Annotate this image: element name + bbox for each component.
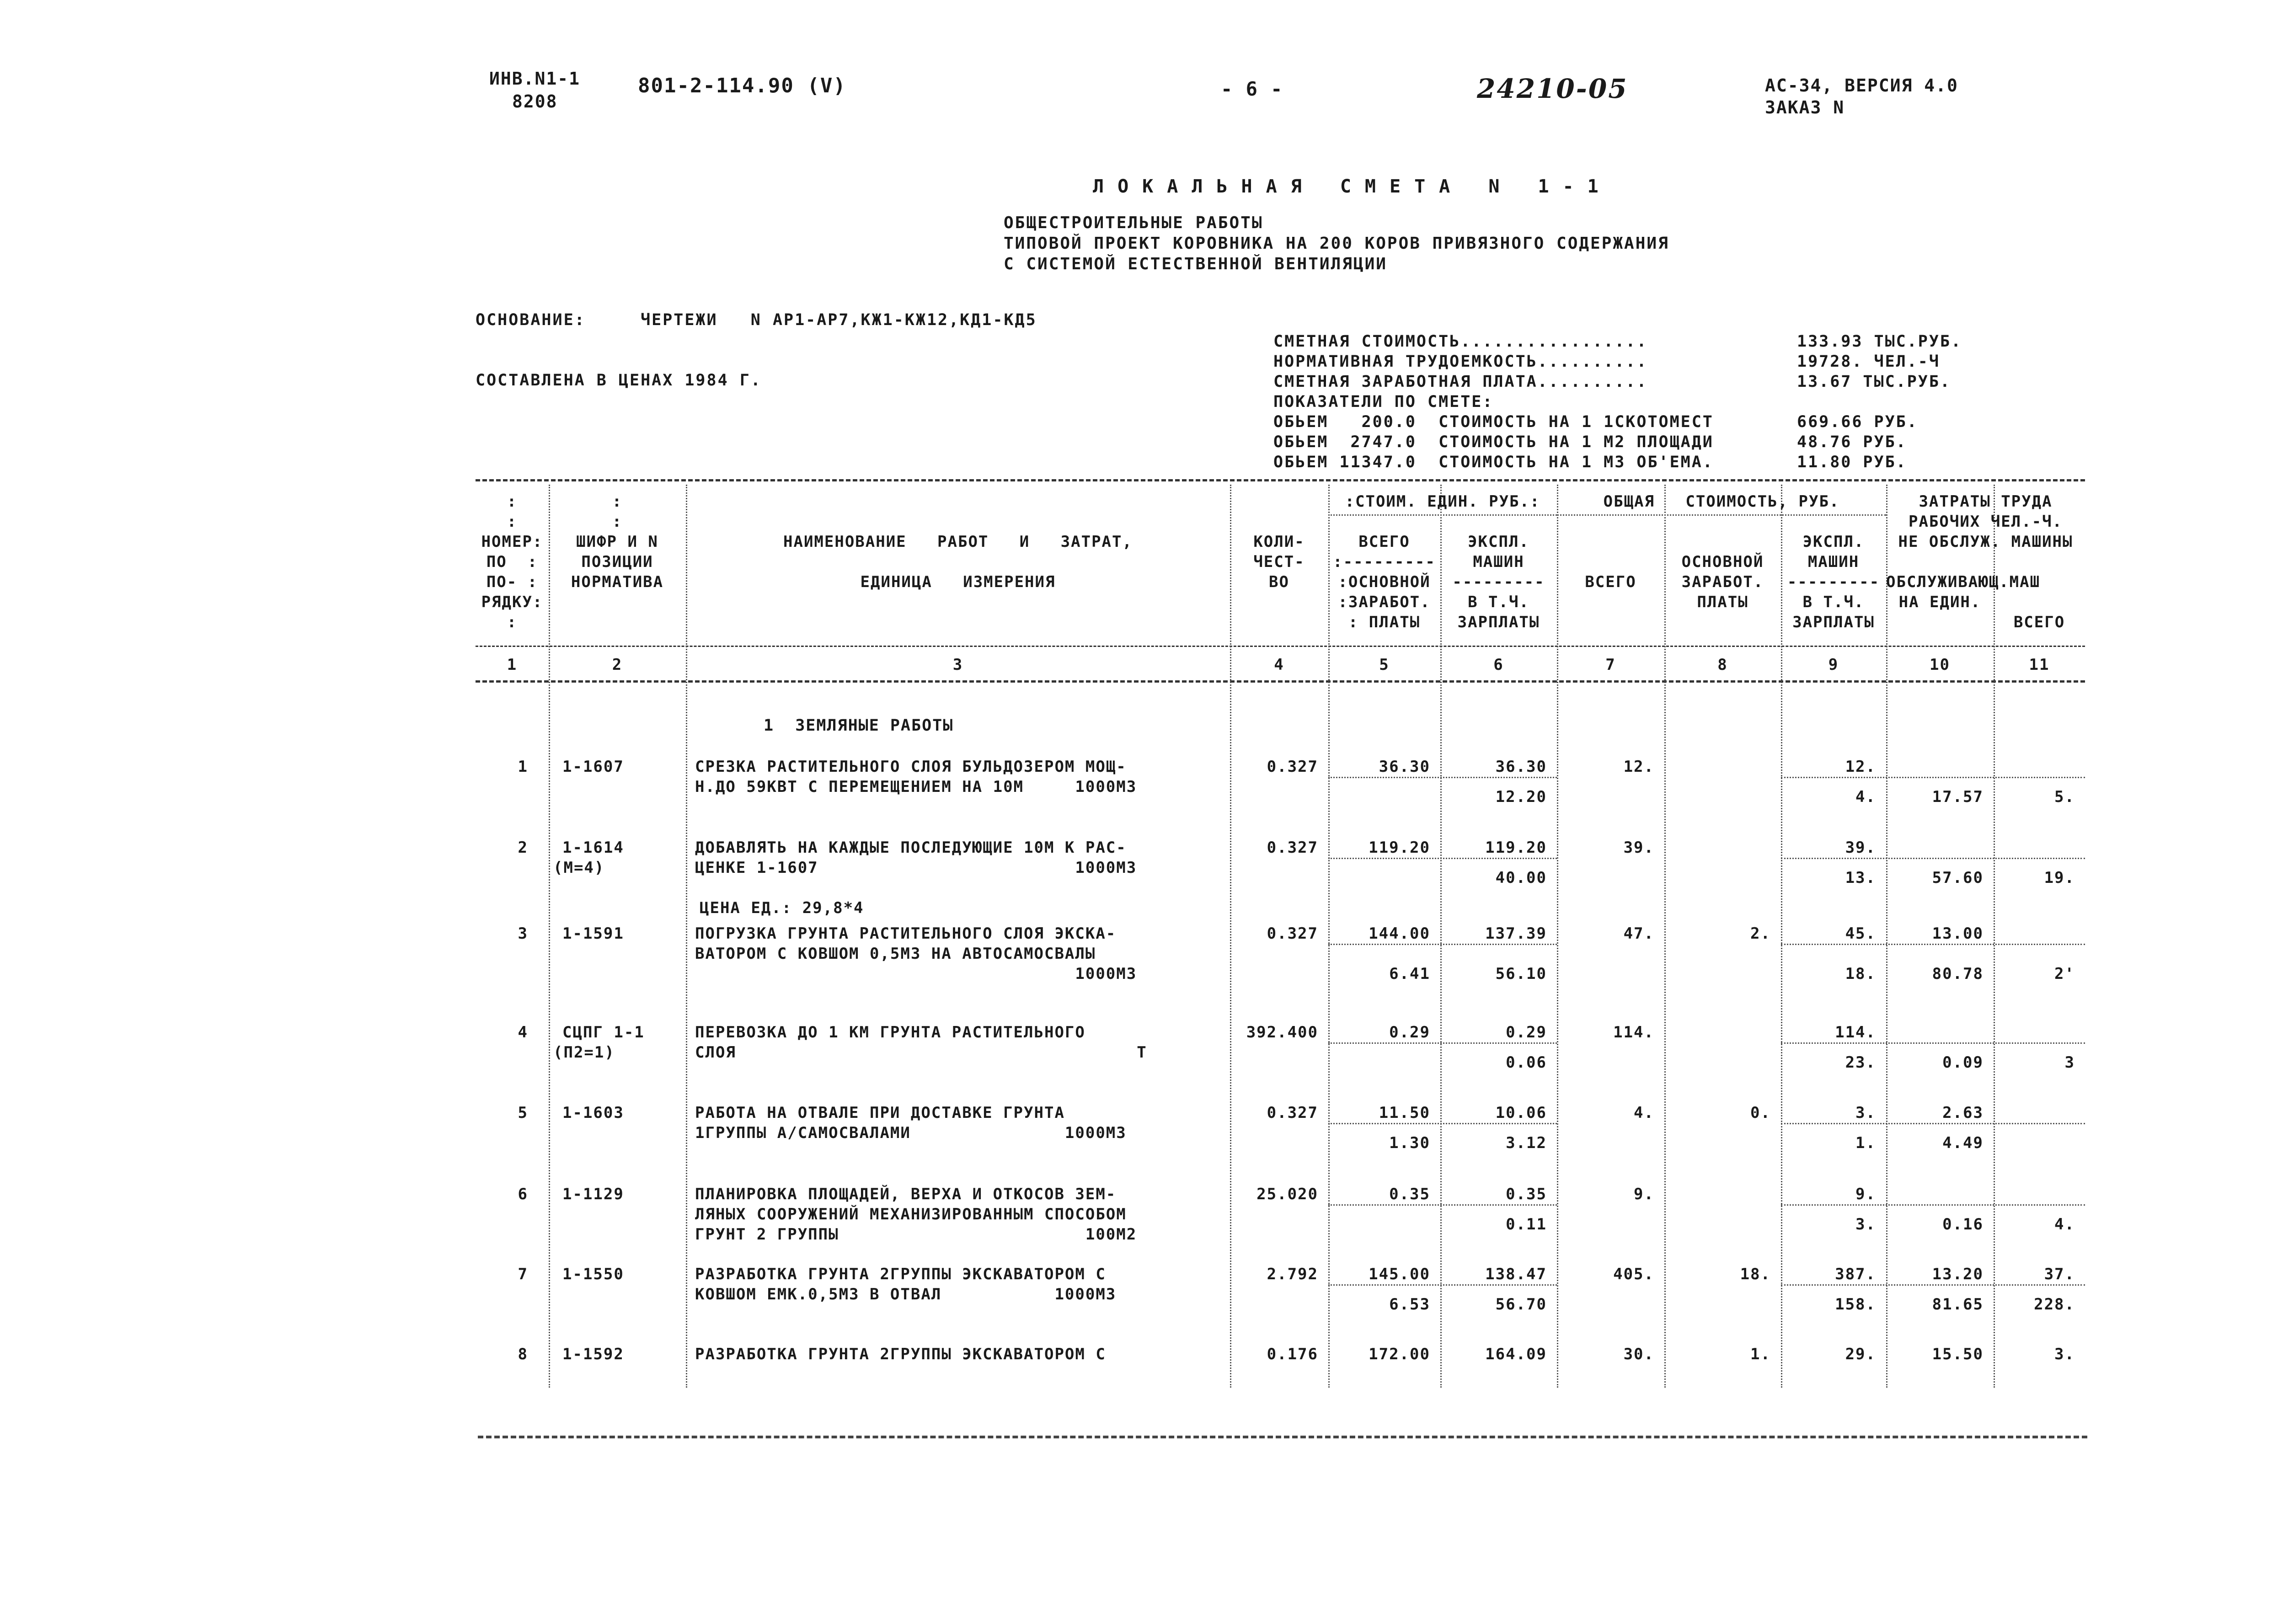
prices-year: СОСТАВЛЕНА В ЦЕНАХ 1984 Г. (476, 371, 762, 390)
basis-line: ОСНОВАНИЕ: ЧЕРТЕЖИ N АР1-АР7,КЖ1-КЖ12,КД1-КД5 (476, 311, 1037, 329)
row-c9: 12. (1845, 758, 1876, 776)
row-c11: 37. (2044, 1265, 2075, 1283)
row-c11b: 5. (2054, 788, 2075, 806)
row-name-line: ВАТОРОМ С КОВШОМ 0,5М3 НА АВТОСАМОСВАЛЫ (695, 945, 1096, 963)
row-name-line: Н.ДО 59КВТ С ПЕРЕМЕЩЕНИЕМ НА 10М 1000М3 (695, 778, 1137, 796)
row-number: 1 (518, 758, 528, 776)
row-c5: 145.00 (1369, 1265, 1430, 1283)
row-c5: 172.00 (1369, 1345, 1430, 1363)
summary-label: ОБЬЕМ 2747.0 СТОИМОСТЬ НА 1 М2 ПЛОЩАДИ (1273, 433, 1714, 451)
row-subrule (1328, 1042, 1557, 1044)
header-c4: КОЛИ- ЧЕСТ- ВО (1253, 533, 1305, 591)
column-separator (549, 485, 550, 1388)
header-c7: ВСЕГО (1585, 573, 1636, 591)
row-c5b: 6.53 (1389, 1295, 1430, 1314)
summary-label: СМЕТНАЯ СТОИМОСТЬ................. (1273, 332, 1648, 351)
row-name-line: СРЕЗКА РАСТИТЕЛЬНОГО СЛОЯ БУЛЬДОЗЕРОМ МОЩ- (695, 758, 1127, 776)
row-subrule (1328, 1284, 1557, 1286)
row-c10b: 57.60 (1932, 869, 1984, 887)
row-name-line: КОВШОМ ЕМК.0,5М3 В ОТВАЛ 1000М3 (695, 1285, 1117, 1303)
header-c3a: НАИМЕНОВАНИЕ РАБОТ И ЗАТРАТ, (783, 533, 1133, 551)
row-c9b: 1. (1855, 1134, 1876, 1152)
header-c789-top: ОБЩАЯ СТОИМОСТЬ, РУБ. (1603, 492, 1840, 511)
row-c10b: 80.78 (1932, 965, 1984, 983)
table-rule (476, 479, 2085, 481)
row-c8: 2. (1750, 924, 1771, 943)
row-c7: 9. (1634, 1185, 1654, 1203)
row-c6b: 0.11 (1506, 1215, 1547, 1234)
row-c6: 10.06 (1495, 1104, 1547, 1122)
row-c5b: 1.30 (1389, 1134, 1430, 1152)
summary-value: 13.67 ТЫС.РУБ. (1797, 373, 1952, 391)
row-c6: 138.47 (1485, 1265, 1547, 1283)
row-code: 1-1607 (562, 758, 624, 776)
summary-value: 48.76 РУБ. (1797, 433, 1907, 451)
row-c11b: 4. (2054, 1215, 2075, 1234)
row-number: 7 (518, 1265, 528, 1283)
column-number: 3 (952, 656, 963, 674)
row-c9b: 23. (1845, 1053, 1876, 1072)
row-c7: 47. (1623, 924, 1654, 943)
row-c9: 39. (1845, 839, 1876, 857)
row-number: 2 (518, 839, 528, 857)
row-number: 3 (518, 924, 528, 943)
row-c6: 119.20 (1485, 839, 1547, 857)
row-c10: 15.50 (1932, 1345, 1984, 1363)
handwritten-number: 24210-05 (1477, 73, 1628, 104)
row-number: 6 (518, 1185, 528, 1203)
header-c6: ЭКСПЛ. МАШИН --------- В Т.Ч. ЗАРПЛАТЫ (1452, 533, 1545, 631)
row-name-line: 1000М3 (695, 965, 1137, 983)
header-c9: ЭКСПЛ. МАШИН --------- В Т.Ч. ЗАРПЛАТЫ (1787, 533, 1880, 631)
header-c1: : : НОМЕР: ПО : ПО- : РЯДКУ: : (481, 492, 543, 631)
row-c6b: 56.10 (1495, 965, 1547, 983)
row-name-line: ГРУНТ 2 ГРУППЫ 100М2 (695, 1225, 1137, 1244)
column-number: 7 (1605, 656, 1616, 674)
column-number: 2 (612, 656, 623, 674)
row-qty: 0.327 (1267, 839, 1318, 857)
row-c9b: 13. (1845, 869, 1876, 887)
row-c5: 11.50 (1379, 1104, 1430, 1122)
summary-label: СМЕТНАЯ ЗАРАБОТНАЯ ПЛАТА.......... (1273, 373, 1648, 391)
row-note: ЦЕНА ЕД.: 29,8*4 (700, 899, 864, 917)
header-c1011-top: ЗАТРАТЫ ТРУДА РАБОЧИХ ЧЕЛ.-Ч. НЕ ОБСЛУЖ. МАШИНЫ (1898, 492, 2073, 551)
column-number: 8 (1717, 656, 1728, 674)
row-qty: 0.176 (1267, 1345, 1318, 1363)
row-number: 4 (518, 1023, 528, 1042)
row-name-line: ПОГРУЗКА ГРУНТА РАСТИТЕЛЬНОГО СЛОЯ ЭКСКА- (695, 924, 1117, 943)
row-c10b: 0.16 (1942, 1215, 1984, 1234)
row-code: 1-1129 (562, 1185, 624, 1203)
header-c10: ОБСЛУЖИВАЮЩ.МАШ НА ЕДИН. (1886, 573, 2041, 611)
column-number: 11 (2029, 656, 2050, 674)
row-c10b: 17.57 (1932, 788, 1984, 806)
row-subrule (1781, 1204, 2085, 1206)
row-subrule (1781, 777, 2085, 778)
column-number: 6 (1493, 656, 1504, 674)
document-title: ЛОКАЛЬНАЯ СМЕТА N 1-1 (1093, 176, 1612, 197)
row-code: 1-1614 (562, 839, 624, 857)
summary-label: ПОКАЗАТЕЛИ ПО СМЕТЕ: (1273, 393, 1494, 411)
row-subrule (1781, 1042, 2085, 1044)
row-c10: 13.20 (1932, 1265, 1984, 1283)
row-subrule (1328, 1204, 1557, 1206)
row-c7: 4. (1634, 1104, 1654, 1122)
row-c5: 0.35 (1389, 1185, 1430, 1203)
row-c6: 36.30 (1495, 758, 1547, 776)
row-code-2: (М=4) (553, 859, 605, 877)
row-c5b: 6.41 (1389, 965, 1430, 983)
row-code: СЦПГ 1-1 (562, 1023, 645, 1042)
row-subrule (1781, 1123, 2085, 1124)
row-c6b: 0.06 (1506, 1053, 1547, 1072)
project-code: 801-2-114.90 (V) (638, 74, 846, 97)
row-c11: 3. (2054, 1345, 2075, 1363)
row-c10b: 81.65 (1932, 1295, 1984, 1314)
row-c11b: 19. (2044, 869, 2075, 887)
row-qty: 0.327 (1267, 758, 1318, 776)
table-rule (476, 646, 2085, 647)
row-c8: 0. (1750, 1104, 1771, 1122)
row-c7: 12. (1623, 758, 1654, 776)
row-subrule (1781, 944, 2085, 945)
page-number: - 6 - (1221, 78, 1283, 100)
row-c9: 3. (1855, 1104, 1876, 1122)
row-qty: 0.327 (1267, 1104, 1318, 1122)
row-number: 8 (518, 1345, 528, 1363)
row-name-line: РАЗРАБОТКА ГРУНТА 2ГРУППЫ ЭКСКАВАТОРОМ С (695, 1345, 1106, 1363)
section-title: 1 ЗЕМЛЯНЫЕ РАБОТЫ (764, 716, 954, 735)
row-c7: 405. (1613, 1265, 1654, 1283)
column-number: 10 (1930, 656, 1950, 674)
column-number: 1 (507, 656, 518, 674)
row-name-line: ПЕРЕВОЗКА ДО 1 КМ ГРУНТА РАСТИТЕЛЬНОГО (695, 1023, 1085, 1042)
row-qty: 392.400 (1246, 1023, 1318, 1042)
row-c9b: 3. (1855, 1215, 1876, 1234)
header-c56-top: :СТОИМ. ЕДИН. РУБ.: (1345, 492, 1540, 511)
subtitle-line: С СИСТЕМОЙ ЕСТЕСТВЕННОЙ ВЕНТИЛЯЦИИ (1004, 255, 1387, 273)
row-c8: 18. (1740, 1265, 1771, 1283)
column-number: 9 (1828, 656, 1839, 674)
row-c9: 114. (1835, 1023, 1876, 1042)
row-qty: 0.327 (1267, 924, 1318, 943)
subtitle-line: ТИПОВОЙ ПРОЕКТ КОРОВНИКА НА 200 КОРОВ ПРИВЯЗНОГО СОДЕРЖАНИЯ (1004, 234, 1669, 253)
summary-value: 133.93 ТЫС.РУБ. (1797, 332, 1962, 351)
row-c5: 119.20 (1369, 839, 1430, 857)
row-name-line: 1ГРУППЫ А/САМОСВАЛАМИ 1000М3 (695, 1124, 1127, 1142)
subtitle-line: ОБЩЕСТРОИТЕЛЬНЫЕ РАБОТЫ (1004, 214, 1263, 232)
row-c9: 45. (1845, 924, 1876, 943)
row-c11b: 228. (2034, 1295, 2075, 1314)
row-c9: 9. (1855, 1185, 1876, 1203)
row-c6: 164.09 (1485, 1345, 1547, 1363)
row-c6: 0.29 (1506, 1023, 1547, 1042)
row-c8: 1. (1750, 1345, 1771, 1363)
row-c10: 13.00 (1932, 924, 1984, 943)
summary-label: ОБЬЕМ 200.0 СТОИМОСТЬ НА 1 1СКОТОМЕСТ (1273, 413, 1714, 431)
row-c6: 137.39 (1485, 924, 1547, 943)
summary-label: НОРМАТИВНАЯ ТРУДОЕМКОСТЬ.......... (1273, 353, 1648, 371)
row-c5: 36.30 (1379, 758, 1430, 776)
row-subrule (1781, 858, 2085, 859)
header-c2: : : ШИФР И N ПОЗИЦИИ НОРМАТИВА (571, 492, 664, 591)
summary-value: 19728. ЧЕЛ.-Ч (1797, 353, 1940, 371)
row-subrule (1781, 1284, 2085, 1286)
header-c5: ВСЕГО :--------- :ОСНОВНОЙ :ЗАРАБОТ. : ПЛАТЫ (1333, 533, 1436, 631)
row-subrule (1328, 1123, 1557, 1124)
row-c5: 0.29 (1389, 1023, 1430, 1042)
row-name-line: ЦЕНКЕ 1-1607 1000М3 (695, 859, 1137, 877)
row-c6: 0.35 (1506, 1185, 1547, 1203)
row-c9: 29. (1845, 1345, 1876, 1363)
header-c11: ВСЕГО (2013, 613, 2065, 631)
row-name-line: ЛЯНЫХ СООРУЖЕНИЙ МЕХАНИЗИРОВАННЫМ СПОСОБОМ (695, 1205, 1127, 1223)
header-c3b: ЕДИНИЦА ИЗМЕРЕНИЯ (860, 573, 1056, 591)
row-name-line: ПЛАНИРОВКА ПЛОЩАДЕЙ, ВЕРХА И ОТКОСОВ ЗЕМ- (695, 1185, 1117, 1203)
row-c9b: 18. (1845, 965, 1876, 983)
row-c5: 144.00 (1369, 924, 1430, 943)
row-c7: 30. (1623, 1345, 1654, 1363)
row-c9b: 158. (1835, 1295, 1876, 1314)
summary-label: ОБЬЕМ 11347.0 СТОИМОСТЬ НА 1 М3 ОБ'ЕМА. (1273, 453, 1714, 471)
inventory-number-2: 8208 (512, 91, 558, 112)
row-c6b: 40.00 (1495, 869, 1547, 887)
row-code: 1-1603 (562, 1104, 624, 1122)
row-code: 1-1550 (562, 1265, 624, 1283)
row-number: 5 (518, 1104, 528, 1122)
row-c6b: 56.70 (1495, 1295, 1547, 1314)
row-c9b: 4. (1855, 788, 1876, 806)
row-c10: 2.63 (1942, 1104, 1984, 1122)
row-name-line: СЛОЯ Т (695, 1043, 1147, 1062)
row-name-line: РАЗРАБОТКА ГРУНТА 2ГРУППЫ ЭКСКАВАТОРОМ С (695, 1265, 1106, 1283)
table-rule (476, 680, 2085, 683)
header-subrule (1328, 514, 1557, 516)
row-subrule (1328, 858, 1557, 859)
header-subrule (1557, 514, 1886, 516)
column-number: 5 (1379, 656, 1390, 674)
row-c7: 114. (1613, 1023, 1654, 1042)
row-c9: 387. (1835, 1265, 1876, 1283)
row-code: 1-1591 (562, 924, 624, 943)
row-c11b: 3 (2064, 1053, 2075, 1072)
row-c6b: 12.20 (1495, 788, 1547, 806)
document-subtitle (1004, 213, 1669, 274)
row-subrule (1328, 777, 1557, 778)
row-c7: 39. (1623, 839, 1654, 857)
row-code: 1-1592 (562, 1345, 624, 1363)
order-number: ЗАКАЗ N (1765, 97, 1845, 118)
version-info: АС-34, ВЕРСИЯ 4.0 (1765, 75, 1958, 96)
row-c10b: 0.09 (1942, 1053, 1984, 1072)
row-code-2: (П2=1) (553, 1043, 615, 1062)
row-c10b: 4.49 (1942, 1134, 1984, 1152)
row-qty: 2.792 (1267, 1265, 1318, 1283)
bottom-dashed-rule (478, 1436, 2087, 1438)
row-name-line: ДОБАВЛЯТЬ НА КАЖДЫЕ ПОСЛЕДУЮЩИЕ 10М К РАС- (695, 839, 1127, 857)
column-separator (686, 485, 687, 1388)
row-qty: 25.020 (1256, 1185, 1318, 1203)
row-c11b: 2' (2054, 965, 2075, 983)
row-subrule (1328, 944, 1557, 945)
inventory-number: ИНВ.N1-1 (489, 69, 581, 89)
header-c8: ОСНОВНОЙ ЗАРАБОТ. ПЛАТЫ (1681, 553, 1764, 611)
column-number: 4 (1274, 656, 1284, 674)
summary-value: 11.80 РУБ. (1797, 453, 1907, 471)
row-c6b: 3.12 (1506, 1134, 1547, 1152)
summary-value: 669.66 РУБ. (1797, 413, 1918, 431)
row-name-line: РАБОТА НА ОТВАЛЕ ПРИ ДОСТАВКЕ ГРУНТА (695, 1104, 1065, 1122)
